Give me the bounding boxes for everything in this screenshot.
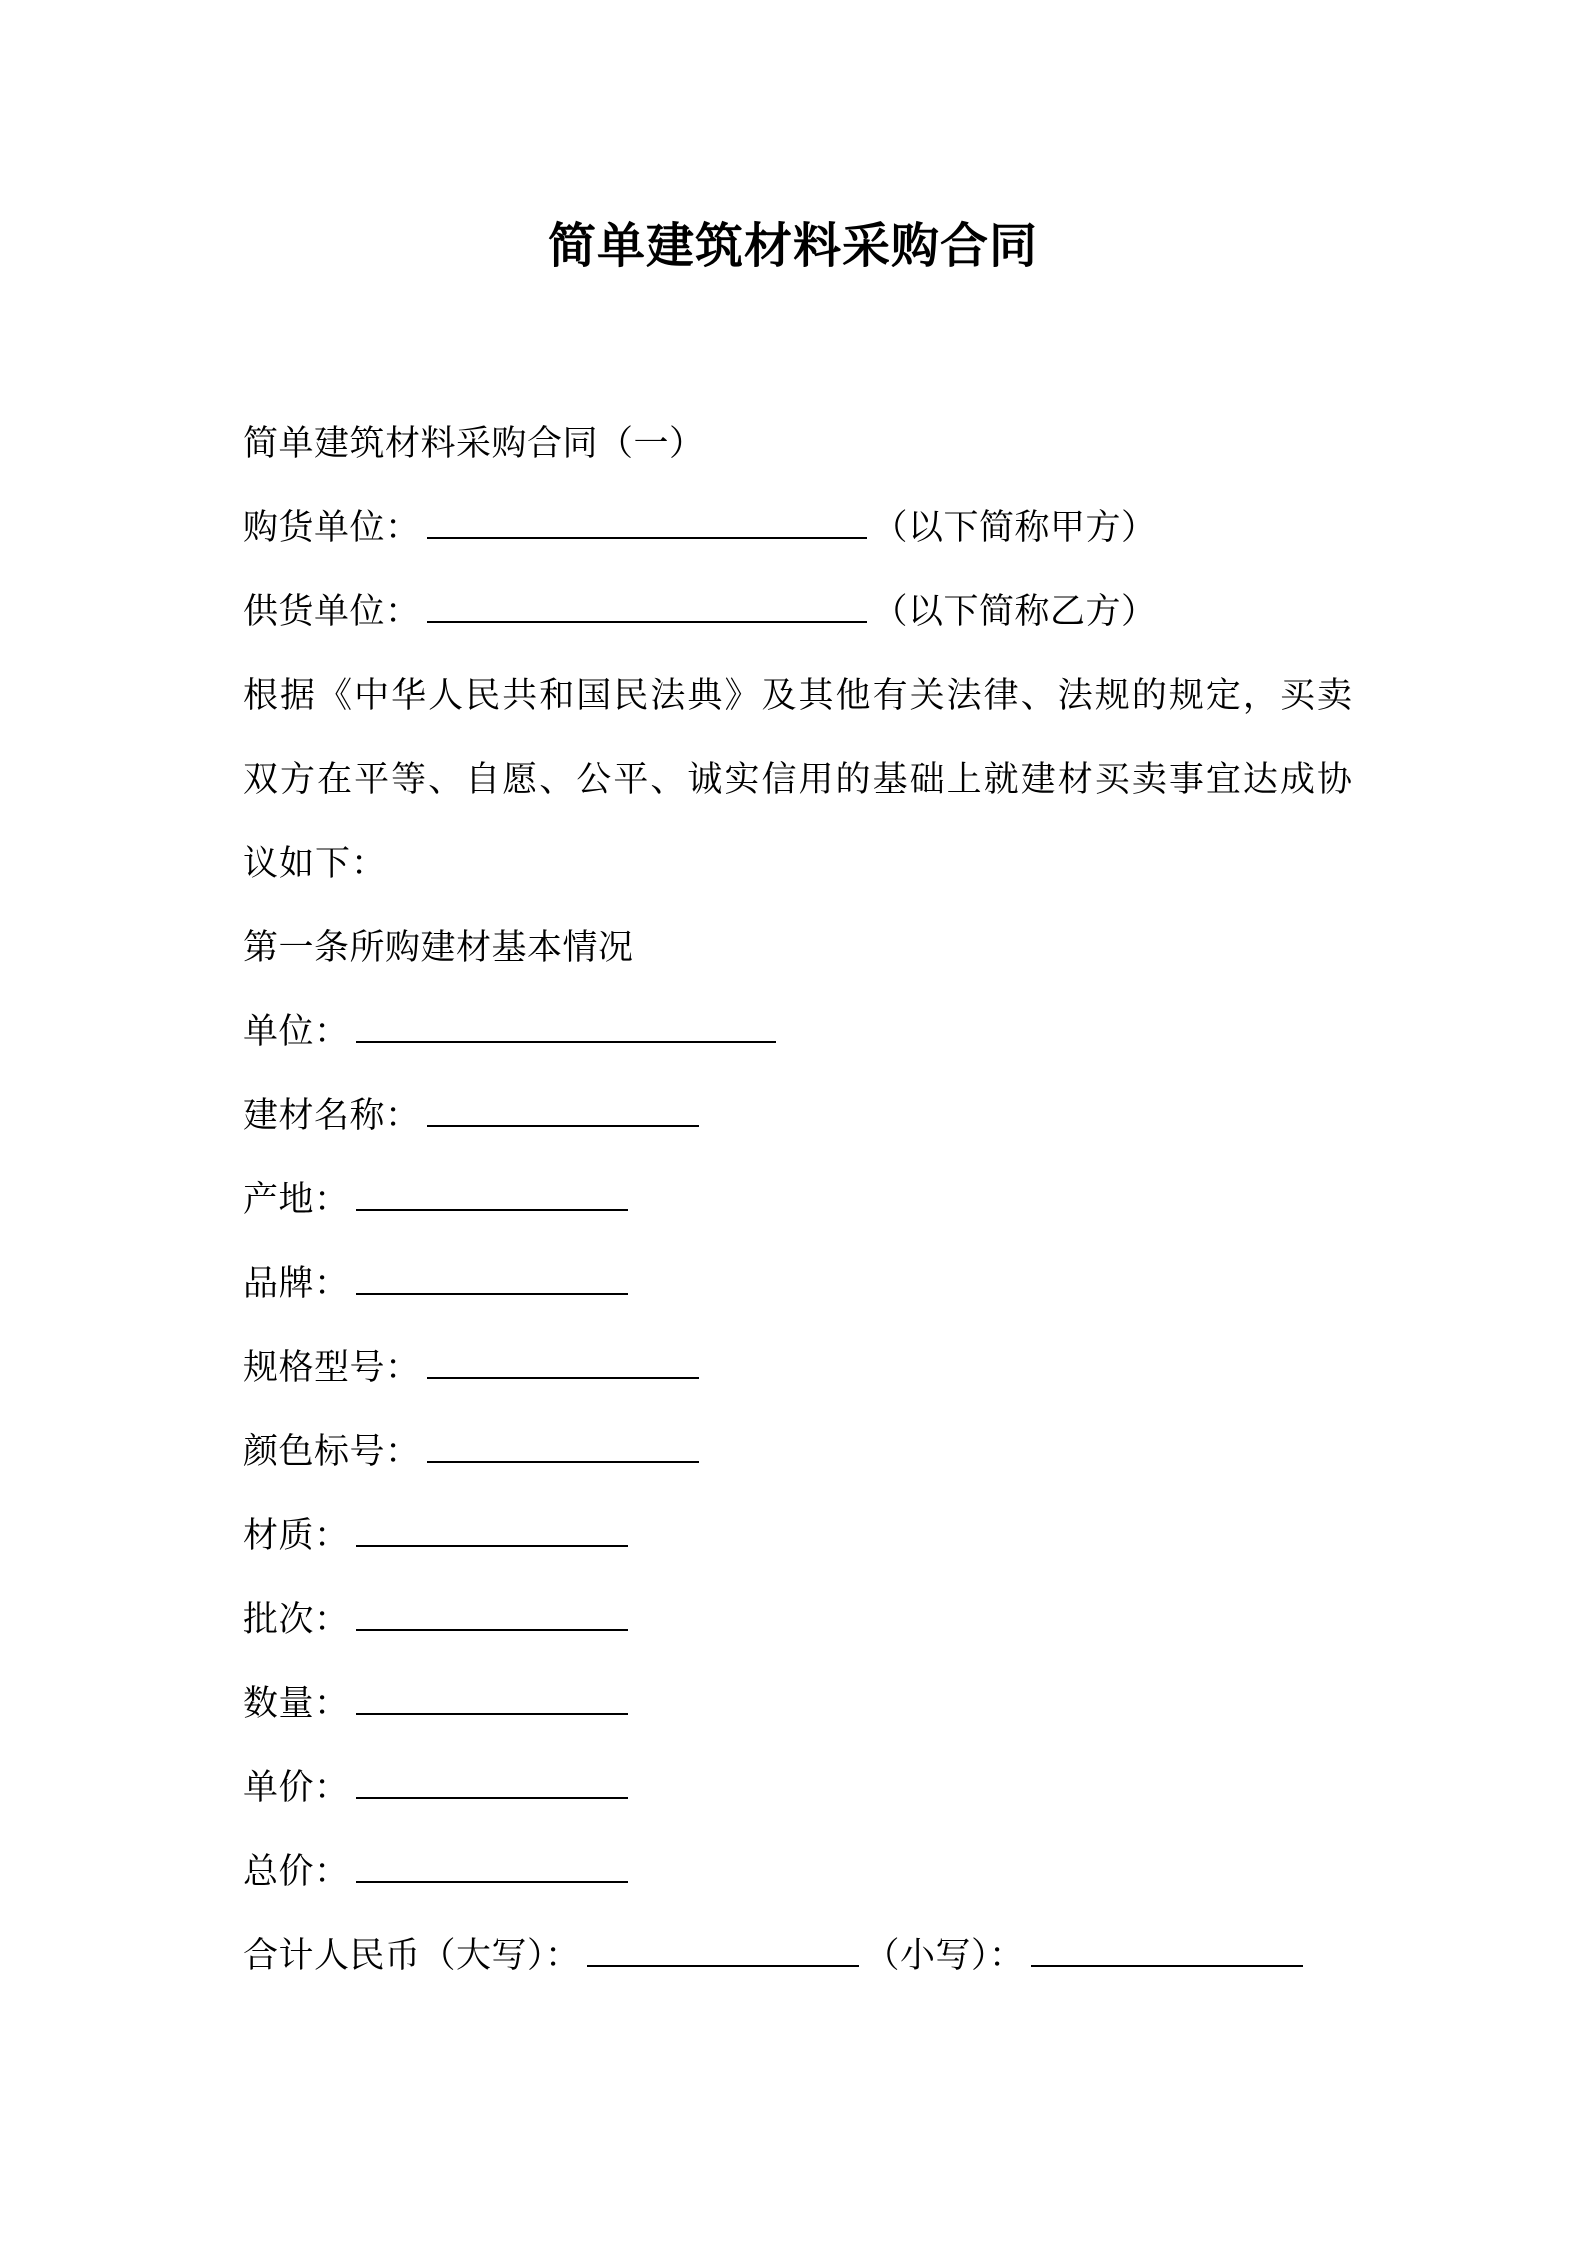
field-label: 单价： (243, 1768, 350, 1808)
field-unit-price (243, 1746, 1353, 1830)
total-rmb-line (243, 1914, 1353, 1998)
field-blank[interactable] (356, 1263, 628, 1295)
supplier-line (243, 570, 1353, 654)
field-blank[interactable] (427, 1095, 699, 1127)
field-total-price (243, 1830, 1353, 1914)
total-small-label: （小写）： (864, 1936, 1025, 1976)
buyer-label: 购货单位： (243, 508, 421, 548)
field-blank[interactable] (427, 1431, 699, 1463)
field-batch (243, 1578, 1353, 1662)
buyer-blank[interactable] (427, 507, 867, 539)
field-label: 颜色标号： (243, 1432, 421, 1472)
field-material-name (243, 1074, 1353, 1158)
field-material (243, 1494, 1353, 1578)
field-blank[interactable] (356, 1683, 628, 1715)
document-body (243, 402, 1353, 1998)
buyer-suffix: （以下简称甲方） (872, 508, 1157, 548)
field-blank[interactable] (356, 1515, 628, 1547)
field-brand (243, 1242, 1353, 1326)
supplier-suffix: （以下简称乙方） (872, 592, 1157, 632)
field-label: 单位： (243, 1012, 350, 1052)
document-title: 简单建筑材料采购合同 (547, 218, 1038, 274)
field-label: 总价： (243, 1852, 350, 1892)
field-blank[interactable] (356, 1011, 776, 1043)
field-label: 数量： (243, 1684, 350, 1724)
field-color-grade (243, 1410, 1353, 1494)
field-label: 品牌： (243, 1264, 350, 1304)
supplier-label: 供货单位： (243, 592, 421, 632)
field-blank[interactable] (356, 1767, 628, 1799)
field-spec-model (243, 1326, 1353, 1410)
field-origin (243, 1158, 1353, 1242)
article-1-heading: 第一条所购建材基本情况 (243, 928, 634, 968)
supplier-blank[interactable] (427, 591, 867, 623)
field-blank[interactable] (356, 1599, 628, 1631)
field-quantity (243, 1662, 1353, 1746)
field-label: 批次： (243, 1600, 350, 1640)
field-blank[interactable] (356, 1851, 628, 1883)
total-lowercase-blank[interactable] (1031, 1935, 1303, 1967)
field-blank[interactable] (356, 1179, 628, 1211)
total-uppercase-blank[interactable] (587, 1935, 859, 1967)
field-label: 产地： (243, 1180, 350, 1220)
field-label: 建材名称： (243, 1096, 421, 1136)
total-label: 合计人民币（大写）： (243, 1936, 581, 1976)
field-label: 材质： (243, 1516, 350, 1556)
subtitle: 简单建筑材料采购合同（一） (243, 424, 705, 464)
field-unit (243, 990, 1353, 1074)
intro-paragraph: 根据《中华人民共和国民法典》及其他有关法律、法规的规定，买卖双方在平等、自愿、公平、诚实信用的基础上就建材买卖事宜达成协议如下： (243, 676, 1353, 884)
field-label: 规格型号： (243, 1348, 421, 1388)
field-blank[interactable] (427, 1347, 699, 1379)
buyer-line (243, 486, 1353, 570)
